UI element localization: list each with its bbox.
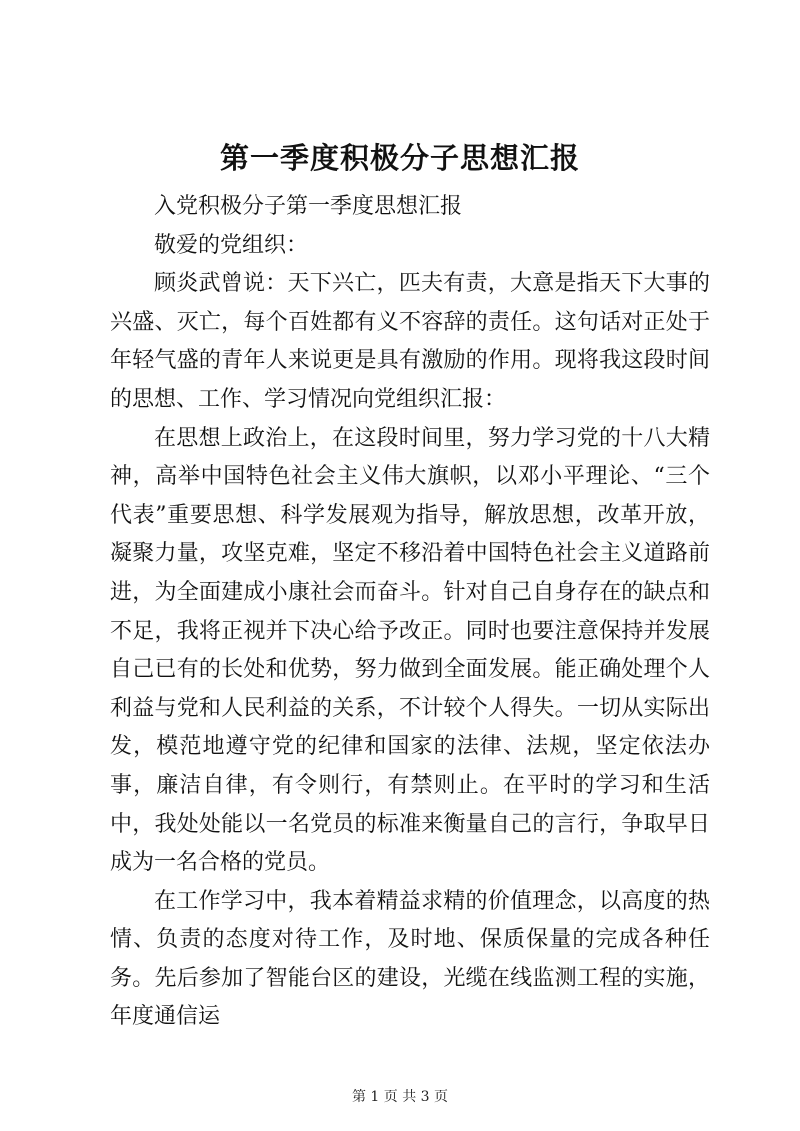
paragraph-work-study: 在工作学习中，我本着精益求精的价值理念，以高度的热情、负责的态度对待工作，及时地、保质保量的完成各种任务。先后参加了智能台区的建设，光缆在线监测工程的实施，年度通信运 bbox=[110, 888, 710, 1030]
document-body bbox=[110, 188, 710, 1037]
paragraph-salutation: 敬爱的党组织： bbox=[154, 232, 309, 258]
paragraph-political-thought: 在思想上政治上，在这段时间里，努力学习党的十八大精神，高举中国特色社会主义伟大旗帜，以邓小平理论、“三个代表”重要思想、科学发展观为指导，解放思想，改革开放，凝聚力量，攻坚克难，坚定不移沿着中国特色社会主义道路前进，为全面建成小康社会而奋斗。针对自己自身存在的缺点和不足，我将正视并下决心给予改正。同时也要注意保持并发展自己已有的长处和优势，努力做到全面发展。能正确处理个人利益与党和人民利益的关系，不计较个人得失。一切从实际出发，模范地遵守党的纪律和国家的法律、法规，坚定依法办事，廉洁自律，有令则行，有禁则止。在平时的学习和生活中，我处处能以一名党员的标准来衡量自己的言行，争取早日成为一名合格的党员。 bbox=[110, 425, 710, 876]
paragraph-subtitle: 入党积极分子第一季度思想汇报 bbox=[154, 194, 463, 219]
document-title: 第一季度积极分子思想汇报 bbox=[219, 141, 580, 175]
page-footer: 第 1 页 共 3 页 bbox=[351, 1089, 449, 1105]
paragraph-intro: 顾炎武曾说：天下兴亡，匹夫有责，大意是指天下大事的兴盛、灭亡，每个百姓都有义不容辞的责任。这句话对正处于年轻气盛的青年人来说更是具有激励的作用。现将我这段时间的思想、工作、学习情况向党组织汇报： bbox=[110, 271, 710, 412]
